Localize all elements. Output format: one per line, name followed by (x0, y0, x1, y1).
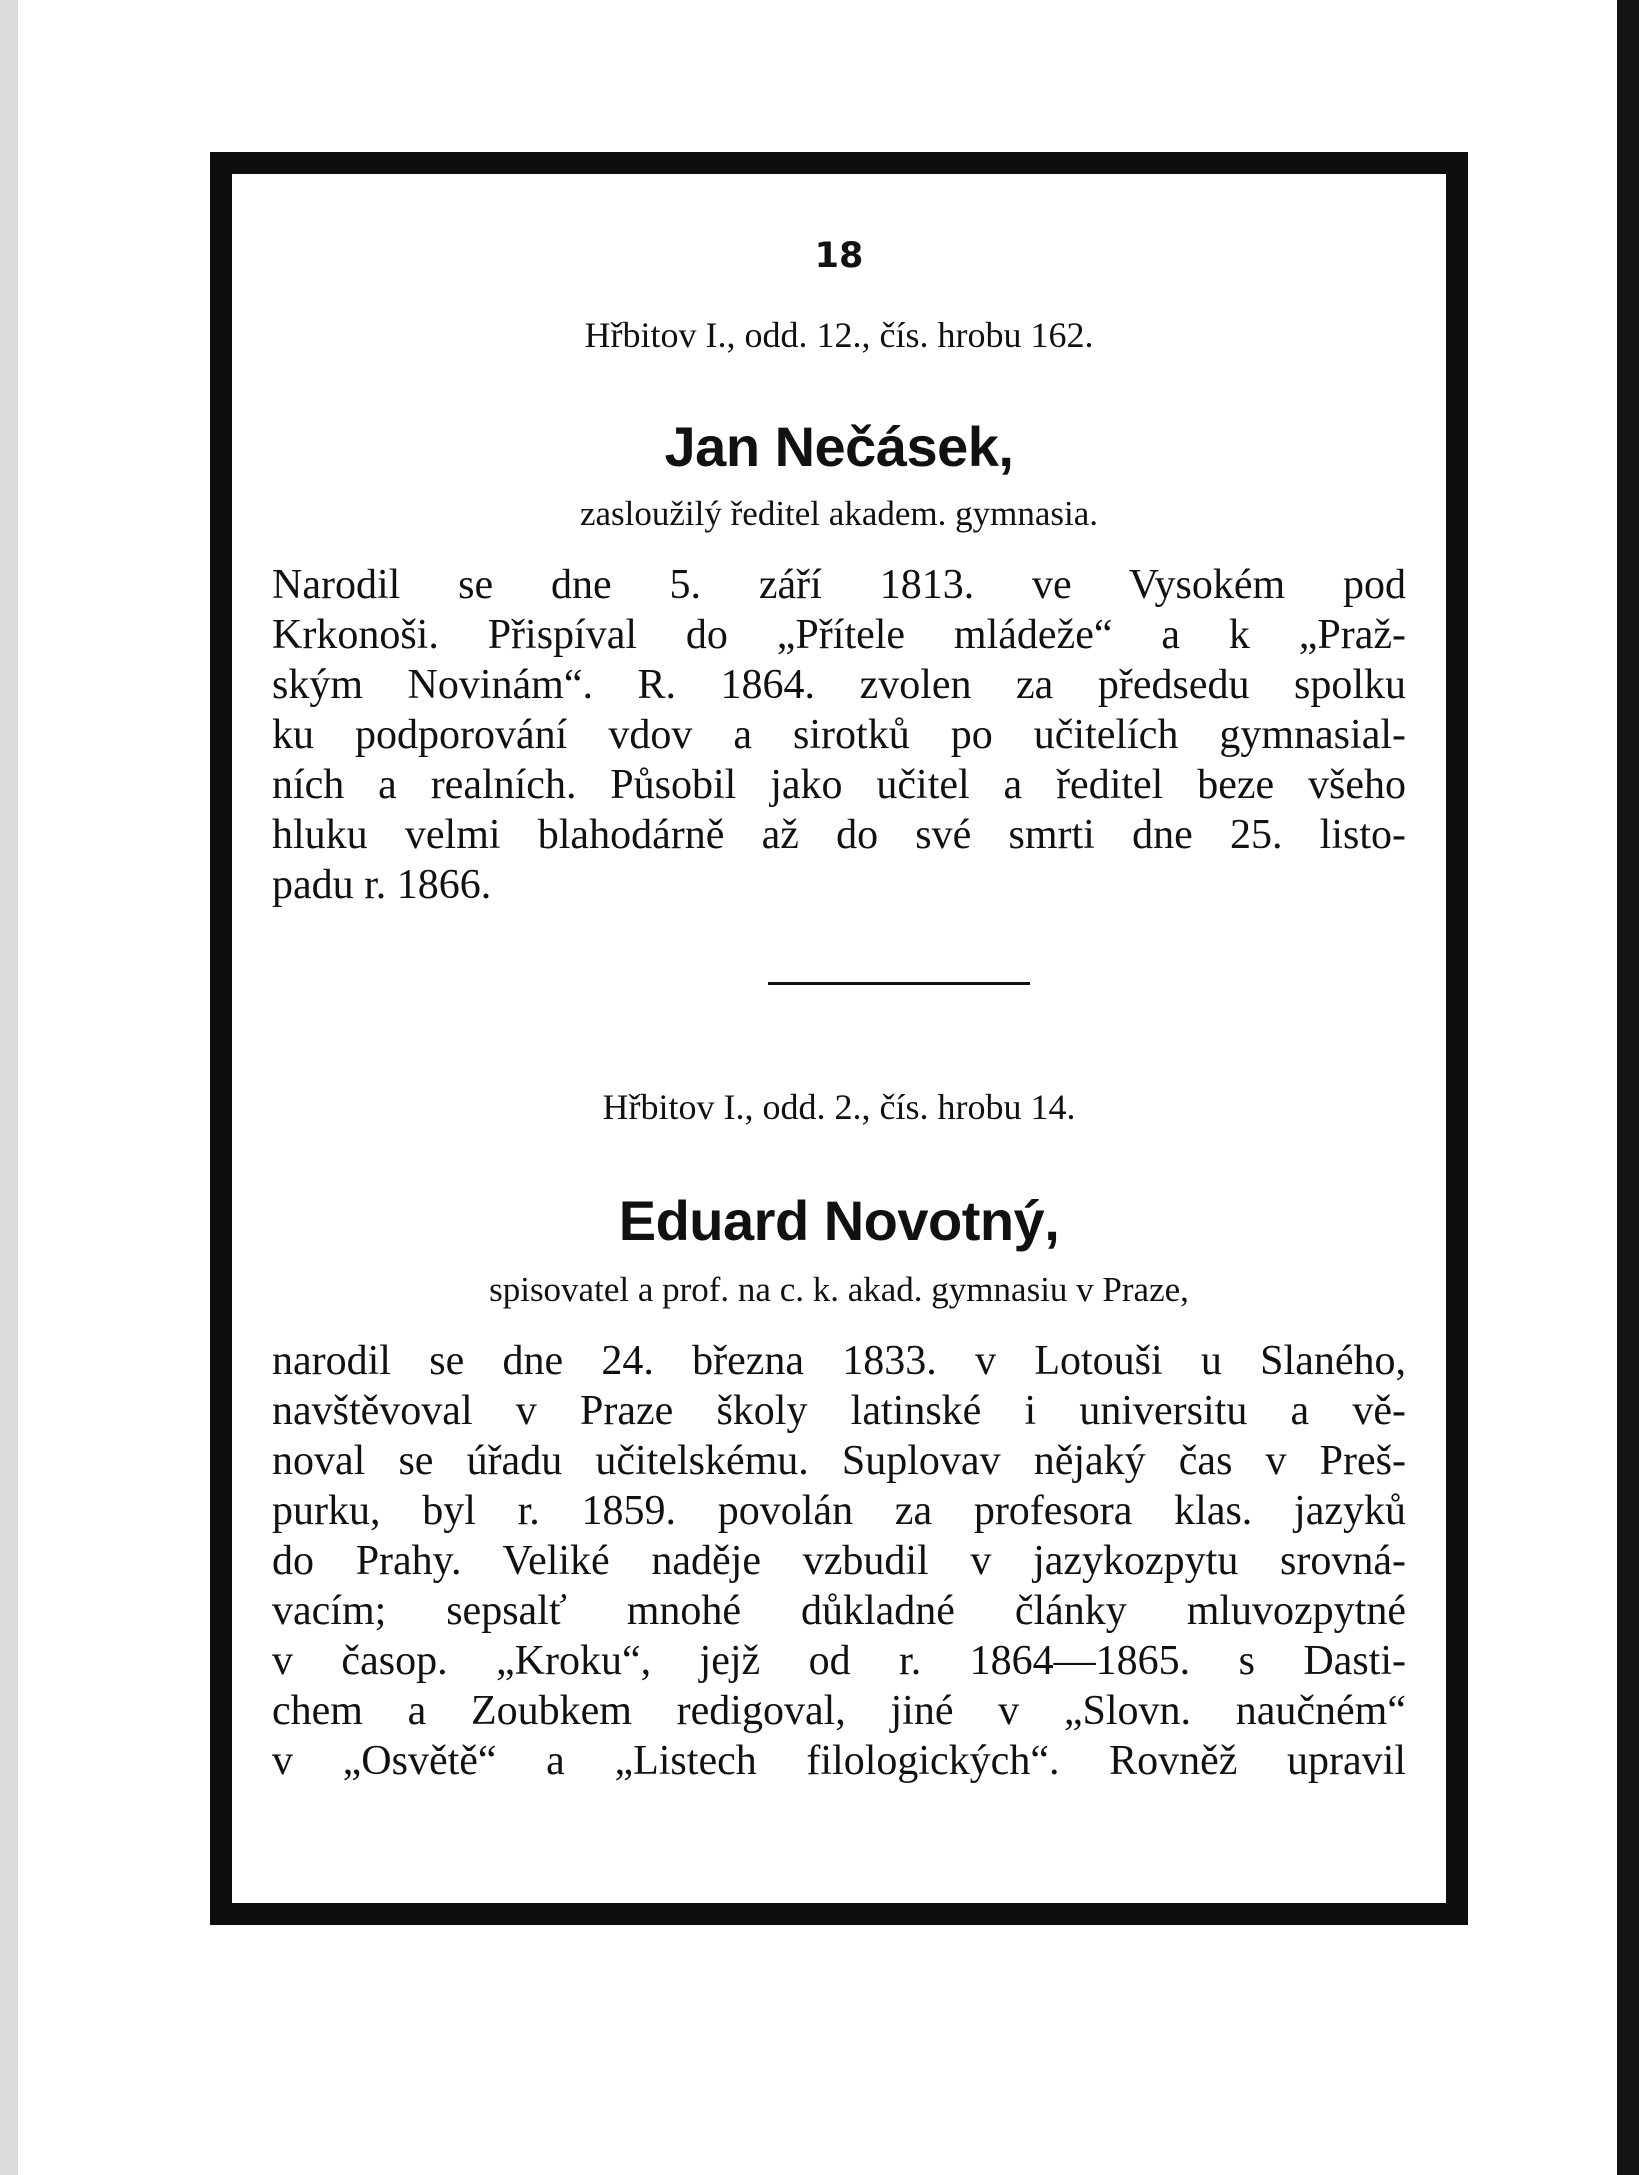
bio-line: narodil se dne 24. března 1833. v Lotouši u Slaného, (272, 1338, 1406, 1384)
person-title: spisovatel a prof. na c. k. akad. gymnasiu v Praze, (489, 1270, 1189, 1309)
bio-line: chem a Zoubkem redigoval, jiné v „Slovn. naučném“ (272, 1688, 1406, 1734)
bio-line: Krkonoši. Přispíval do „Přítele mládeže“ a k „Praž- (272, 612, 1406, 658)
grave-location: Hřbitov I., odd. 2., čís. hrobu 14. (602, 1087, 1076, 1127)
bio-line: ních a realních. Působil jako učitel a ředitel beze všeho (272, 762, 1406, 808)
person-name: Jan Nečásek, (664, 415, 1014, 478)
person-title: zasloužilý ředitel akadem. gymnasia. (579, 494, 1098, 533)
bio-line: v „Osvětě“ a „Listech filologických“. Rovněž upravil (272, 1738, 1406, 1784)
mourning-frame (210, 152, 1468, 1925)
page-body (272, 174, 1406, 1903)
bio-line: ským Novinám“. R. 1864. zvolen za předsedu spolku (272, 662, 1406, 708)
bio-line: purku, byl r. 1859. povolán za profesora klas. jazyků (272, 1488, 1406, 1534)
bio-line: Narodil se dne 5. září 1813. ve Vysokém pod (272, 562, 1406, 608)
bio-line: hluku velmi blahodárně až do své smrti dne 25. listo- (272, 812, 1406, 858)
bio-line: vacím; sepsalť mnohé důkladné články mluvozpytné (272, 1588, 1406, 1634)
bio-line: navštěvoval v Praze školy latinské i universitu a vě- (272, 1388, 1406, 1434)
bio-line: padu r. 1866. (272, 862, 492, 908)
page-number: 18 (814, 236, 864, 276)
bio-line: do Prahy. Veliké naděje vzbudil v jazykozpytu srovná- (272, 1538, 1406, 1584)
bio-line: v časop. „Kroku“, jejž od r. 1864—1865. s Dasti- (272, 1638, 1406, 1684)
person-name: Eduard Novotný, (618, 1189, 1060, 1252)
bio-line: ku podporování vdov a sirotků po učitelích gymnasial- (272, 712, 1406, 758)
section-divider (768, 982, 1030, 985)
bio-line: noval se úřadu učitelskému. Suplovav nějaký čas v Preš- (272, 1438, 1406, 1484)
grave-location: Hřbitov I., odd. 12., čís. hrobu 162. (584, 315, 1094, 355)
scan-edge-right (1617, 0, 1639, 2175)
scan-edge-left (0, 0, 18, 2175)
